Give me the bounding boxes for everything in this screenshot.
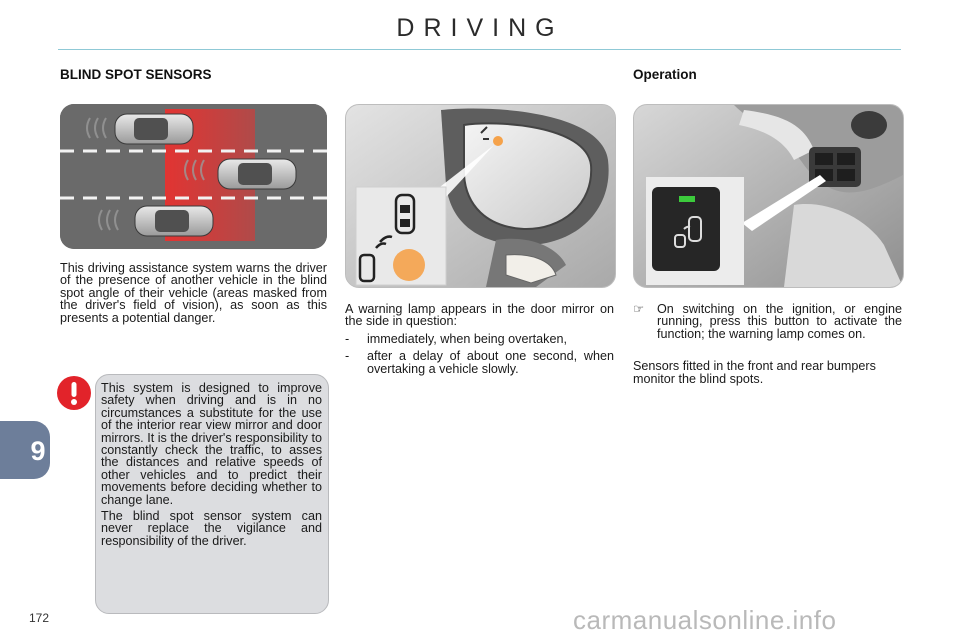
instruction-text: On switching on the ignition, or engine running, press this button to activate the function; the warning lamp comes on. [657, 302, 902, 341]
button-warning-lamp [679, 196, 695, 202]
mirror-lamp-intro: A warning lamp appears in the door mirror on the side in question: [345, 302, 614, 329]
page-title: DRIVING [396, 14, 564, 42]
list-dash: - [345, 349, 350, 364]
warning-paragraph-2: The blind spot sensor system can never replace the vigilance and responsibility of the driver. [101, 509, 322, 548]
middle-text [345, 303, 614, 375]
chapter-number: 9 [30, 436, 46, 466]
door-mirror-illustration [345, 104, 616, 288]
dashboard-svg [634, 105, 903, 287]
list-item [345, 333, 614, 345]
mirror-svg [346, 105, 615, 287]
lit-lamp-icon [393, 249, 425, 281]
list-dash: - [345, 331, 350, 346]
page-number: 172 [29, 611, 50, 625]
section-heading-blind-spot: BLIND SPOT SENSORS [60, 67, 212, 82]
section-heading-operation: Operation [633, 67, 697, 82]
list-item-text: after a delay of about one second, when overtaking a vehicle slowly. [367, 349, 614, 376]
dashboard-button-illustration [633, 104, 904, 288]
car-bottom-lane [135, 206, 213, 236]
watermark: carmanualsonline.info [573, 605, 837, 635]
operation-text [633, 303, 902, 385]
sensors-note: Sensors fitted in the front and rear bumpers monitor the blind spots. [633, 359, 876, 386]
intro-paragraph: This driving assistance system warns the driver of the presence of another vehicle in the blind spot angle of their vehicle (areas masked from the driver's field of vision), as soon as this presents a potential danger. [60, 261, 327, 325]
pointing-hand-icon: ☞ [633, 302, 645, 316]
list-item-text: immediately, when being overtaken, [367, 331, 567, 346]
road-svg [60, 104, 327, 249]
list-item [345, 350, 614, 375]
car-top-lane [115, 114, 193, 144]
warning-text [101, 382, 322, 547]
exclamation-icon [57, 376, 91, 410]
mirror-warning-lamp [493, 136, 503, 146]
warning-paragraph-1: This system is designed to improve safety when driving and is in no circumstances a substitute for the use of the interior rear view mirror and door mirrors. It is the driver's responsibility to constantly check the traffic, to asses the distances and relative speeds of other vehicles and to predict their movements before deciding whether to change lane. [101, 381, 322, 507]
blind-spot-button [652, 187, 720, 271]
header-divider [58, 49, 901, 50]
car-middle-lane [218, 159, 296, 189]
road-illustration [60, 104, 327, 249]
operation-instruction [633, 303, 902, 340]
